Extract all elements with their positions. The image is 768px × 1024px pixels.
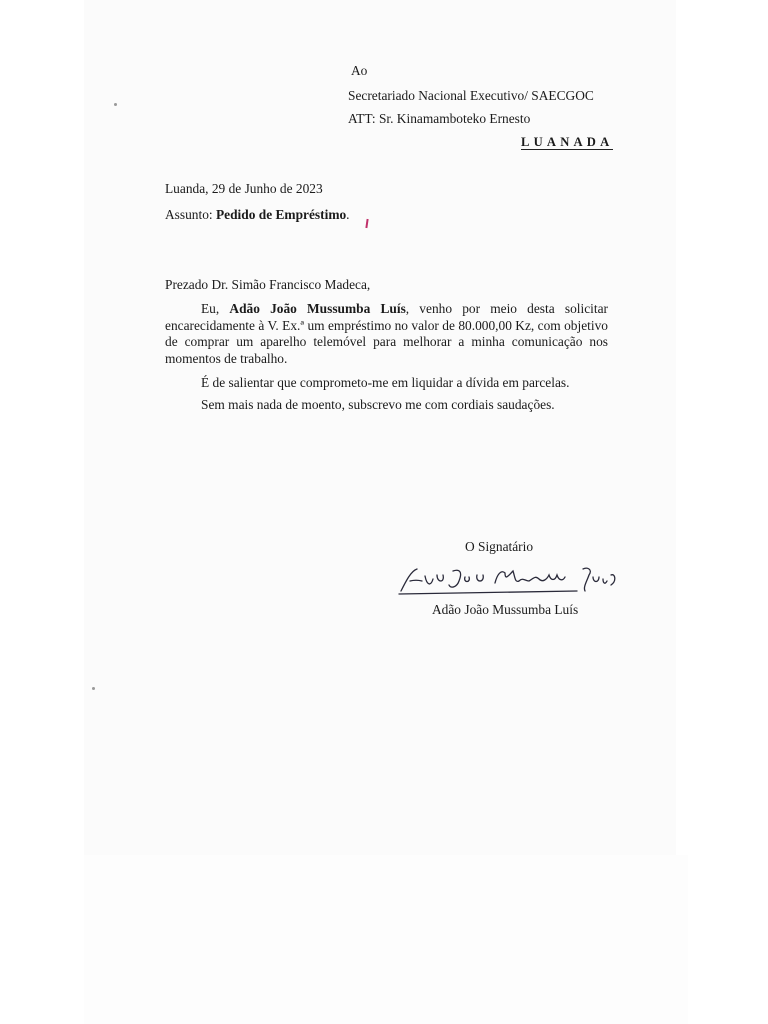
handwritten-signature [397, 561, 633, 601]
page-bottom-margin [84, 855, 688, 1024]
subject-line [165, 206, 350, 223]
subject-end: . [346, 207, 350, 222]
body-paragraph-1 [165, 301, 608, 367]
letter-page [84, 0, 676, 855]
greeting: Prezado Dr. Simão Francisco Madeca, [165, 277, 371, 292]
subject-label: Assunto: [165, 207, 213, 222]
subject-text: Pedido de Empréstimo [215, 207, 347, 222]
scan-speck [114, 103, 117, 106]
p1-after: , venho por meio desta solicitar encarecidamente à V. Ex.ª um empréstimo no valor de 80.000,00 Kz, com objetivo de comprar um aparelho telemóvel para melhorar a minha comunicação nos momentos de trabalho. [165, 301, 608, 366]
scan-speck [92, 687, 95, 690]
signature-title: O Signatário [465, 539, 534, 554]
recipient-city: LUANADA [521, 135, 614, 149]
recipient-to: Ao [351, 63, 368, 78]
requester-name: Adão João Mussumba Luís [229, 301, 406, 316]
signer-name: Adão João Mussumba Luís [432, 602, 579, 617]
recipient-attention: ATT: Sr. Kinamamboteko Ernesto [348, 111, 531, 126]
date-line: Luanda, 29 de Junho de 2023 [165, 181, 323, 196]
p1-before: Eu, [201, 301, 230, 316]
body-paragraph-2: É de salientar que comprometo-me em liquidar a dívida em parcelas. [201, 375, 570, 390]
recipient-organization: Secretariado Nacional Executivo/ SAECGOC [348, 88, 594, 103]
body-paragraph-3: Sem mais nada de moento, subscrevo me com cordiais saudações. [201, 397, 555, 412]
